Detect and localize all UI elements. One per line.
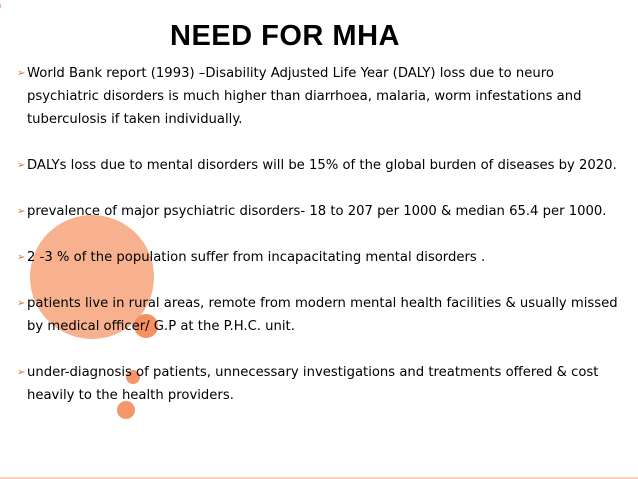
arrowhead-bullet-icon: ➢: [17, 367, 26, 378]
bullet-item: ➢ prevalence of major psychiatric disorders- 18 to 207 per 1000 & median 65.4 per 1000.: [17, 200, 623, 223]
decor-circle-top-left: [0, 1, 1, 11]
bullet-item: ➢ DALYs loss due to mental disorders will be 15% of the global burden of diseases by 2020.: [17, 154, 623, 177]
bullet-item: ➢ World Bank report (1993) –Disability Adjusted Life Year (DALY) loss due to neuro psychiatric disorders is much higher than diarrhoea, malaria, worm infestations and tuberculosis if taken individually.: [17, 62, 623, 131]
bullet-item: ➢ under-diagnosis of patients, unnecessary investigations and treatments offered & cost heavily to the health providers.: [17, 361, 623, 407]
arrowhead-bullet-icon: ➢: [17, 160, 26, 171]
arrowhead-bullet-icon: ➢: [17, 206, 26, 217]
slide-title: NEED FOR MHA: [170, 20, 400, 52]
arrowhead-bullet-icon: ➢: [17, 252, 26, 263]
bullet-list: [17, 62, 623, 430]
bullet-item: ➢ patients live in rural areas, remote from modern mental health facilities & usually missed by medical officer/ G.P at the P.H.C. unit.: [17, 292, 623, 338]
arrowhead-bullet-icon: ➢: [17, 298, 26, 309]
bullet-item: ➢ 2 -3 % of the population suffer from incapacitating mental disorders .: [17, 246, 623, 269]
arrowhead-bullet-icon: ➢: [17, 68, 26, 79]
